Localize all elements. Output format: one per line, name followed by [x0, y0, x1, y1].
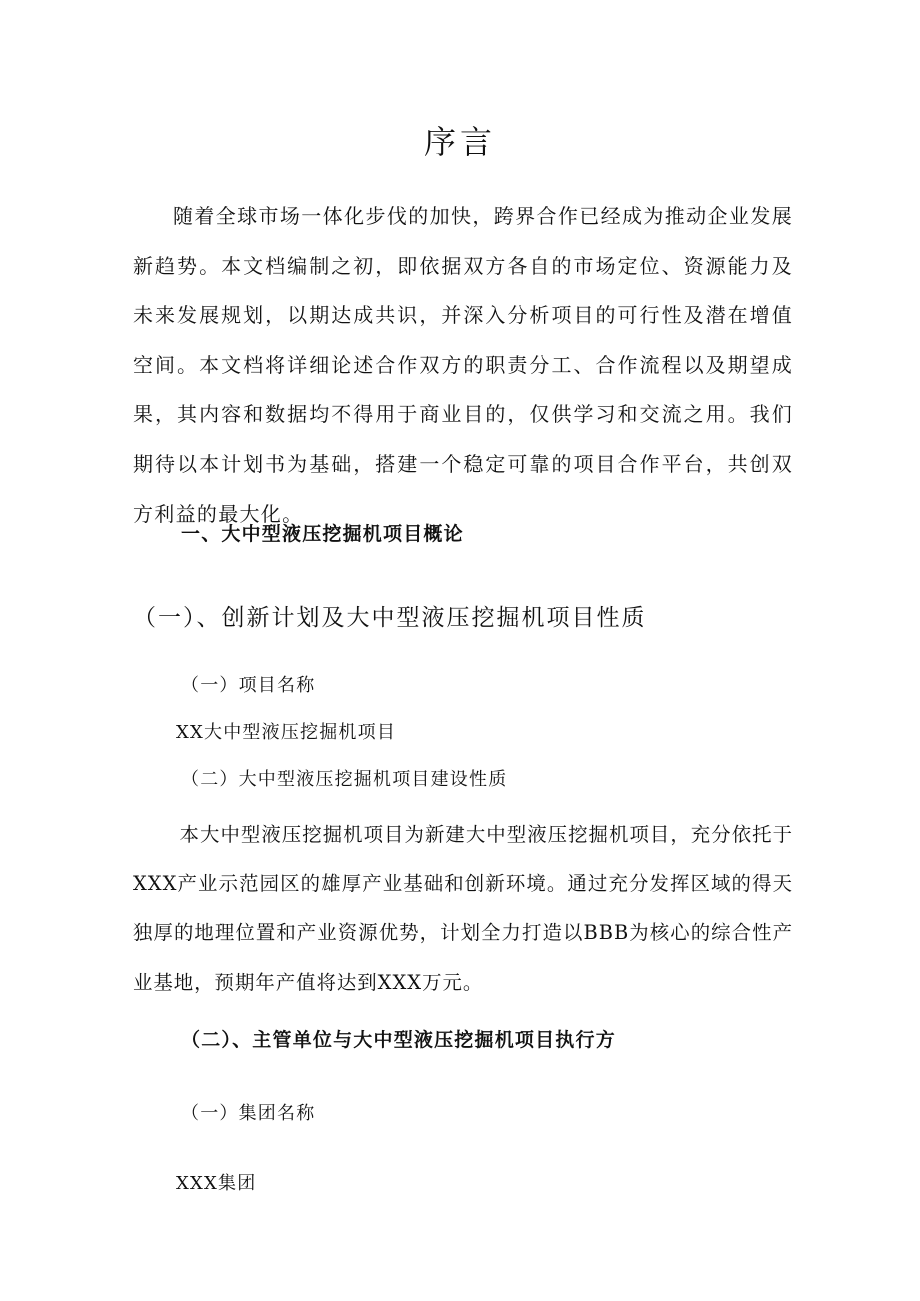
construction-nature-paragraph: 本大中型液压挖掘机项目为新建大中型液压挖掘机项目，充分依托于XXX产业示范园区的雄厚产业基础和创新环境。通过充分发挥区域的得天独厚的地理位置和产业资源优势，计划全力打造以BBB为核心的综合性产业基地，预期年产值将达到XXX万元。	[133, 823, 793, 994]
item-label-project-name: （一）项目名称	[181, 675, 316, 696]
section-heading-overview: 一、大中型液压挖掘机项目概论	[181, 523, 464, 545]
subsection-heading-executing-party: （二）、主管单位与大中型液压挖掘机项目执行方	[181, 1029, 616, 1051]
item-label-construction-nature: （二）大中型液压挖掘机项目建设性质	[181, 769, 508, 790]
document-title: 序言	[423, 123, 496, 161]
subsection-heading-innovation-plan: （一）、创新计划及大中型液压挖掘机项目性质	[133, 605, 647, 631]
item-label-group-name: （一）集团名称	[181, 1103, 316, 1124]
item-value-group-name: XXX集团	[176, 1173, 257, 1194]
preface-paragraph: 随着全球市场一体化步伐的加快，跨界合作已经成为推动企业发展新趋势。本文档编制之初，即依据双方各自的市场定位、资源能力及未来发展规划，以期达成共识，并深入分析项目的可行性及潜在增值空间。本文档将详细论述合作双方的职责分工、合作流程以及期望成果，其内容和数据均不得用于商业目的，仅供学习和交流之用。我们期待以本计划书为基础，搭建一个稳定可靠的项目合作平台，共创双方利益的最大化。	[133, 204, 793, 526]
item-value-project-name: XX大中型液压挖掘机项目	[176, 722, 397, 743]
